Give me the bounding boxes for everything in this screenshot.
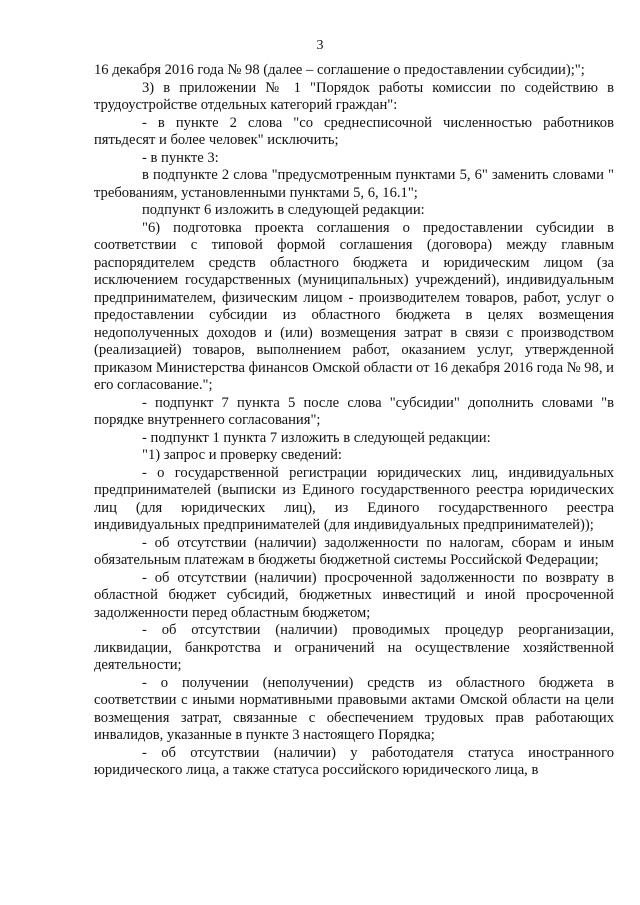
paragraph-registration: - о государственной регистрации юридических лиц, индивидуальных предпринимателей (выписки из Единого государственного реестра юридических лиц (для юридических лиц), из Единого государственного реестра индивидуальных предпринимателей (для индивидуальных предпринимателей)); xyxy=(94,464,614,533)
paragraph-continuation: 16 декабря 2016 года № 98 (далее – соглашение о предоставлении субсидии);"; xyxy=(94,62,585,78)
paragraph-tax-debt: - об отсутствии (наличии) задолженности по налогам, сборам и иным обязательным платежам в бюджеты бюджетной системы Российской Федерации; xyxy=(94,534,614,568)
paragraph-subpoint-6-intro: подпункт 6 изложить в следующей редакции: xyxy=(142,202,425,218)
page-number: 3 xyxy=(316,38,324,53)
paragraph-subpoint-2: в подпункте 2 слова "предусмотренным пунктами 5, 6" заменить словами " требованиям, установленными пунктами 5, 6, 16.1"; xyxy=(94,167,614,201)
paragraph-subpoint-7: - подпункт 7 пункта 5 после слова "субсидии" дополнить словами "в порядке внутреннего согласования"; xyxy=(94,394,614,428)
paragraph-reorganization: - об отсутствии (наличии) проводимых процедур реорганизации, ликвидации, банкротства и ограничений на осуществление хозяйственной деятельности; xyxy=(94,622,614,673)
paragraph-request-check: "1) запрос и проверку сведений: xyxy=(142,447,342,463)
document-body xyxy=(94,62,614,780)
paragraph-point-2: - в пункте 2 слова "со среднесписочной численностью работников пятьдесят и более человек" исключить; xyxy=(94,114,614,148)
paragraph-overdue-debt: - об отсутствии (наличии) просроченной задолженности по возврату в областной бюджет субсидий, бюджетных инвестиций и иной просроченной задолженности перед областным бюджетом; xyxy=(94,569,614,621)
paragraph-item-3: 3) в приложении № 1 "Порядок работы комиссии по содействию в трудоустройстве отдельных категорий граждан": xyxy=(94,79,614,113)
paragraph-point-7-intro: - подпункт 1 пункта 7 изложить в следующей редакции: xyxy=(142,429,491,446)
paragraph-foreign-status: - об отсутствии (наличии) у работодателя статуса иностранного юридического лица, а также статуса российского юридического лица, в xyxy=(94,744,614,778)
paragraph-funds-received: - о получении (неполучении) средств из областного бюджета в соответствии с иными нормативными правовыми актами Омской области на цели возмещения затрат, связанные с обеспечением трудовых прав работающих инвалидов, указанные в пункте 3 настоящего Порядка; xyxy=(94,674,614,743)
paragraph-subpoint-6-text: "6) подготовка проекта соглашения о предоставлении субсидии в соответствии с типовой формой соглашения (договора) между главным распорядителем средств областного бюджета и юридическим лицом (за исключением государственных (муниципальных) учреждений), индивидуальным предпринимателем, физическим лицом - производителем товаров, работ, услуг о предоставлении субсидии из областного бюджета в целях возмещения недополученных доходов и (или) возмещения затрат в связи с производством (реализацией) товаров, выполнением работ, оказанием услуг, утвержденной приказом Министерства финансов Омской области от 16 декабря 2016 года № 98, и его согласование."; xyxy=(94,219,614,393)
paragraph-point-3: - в пункте 3: xyxy=(142,149,219,166)
